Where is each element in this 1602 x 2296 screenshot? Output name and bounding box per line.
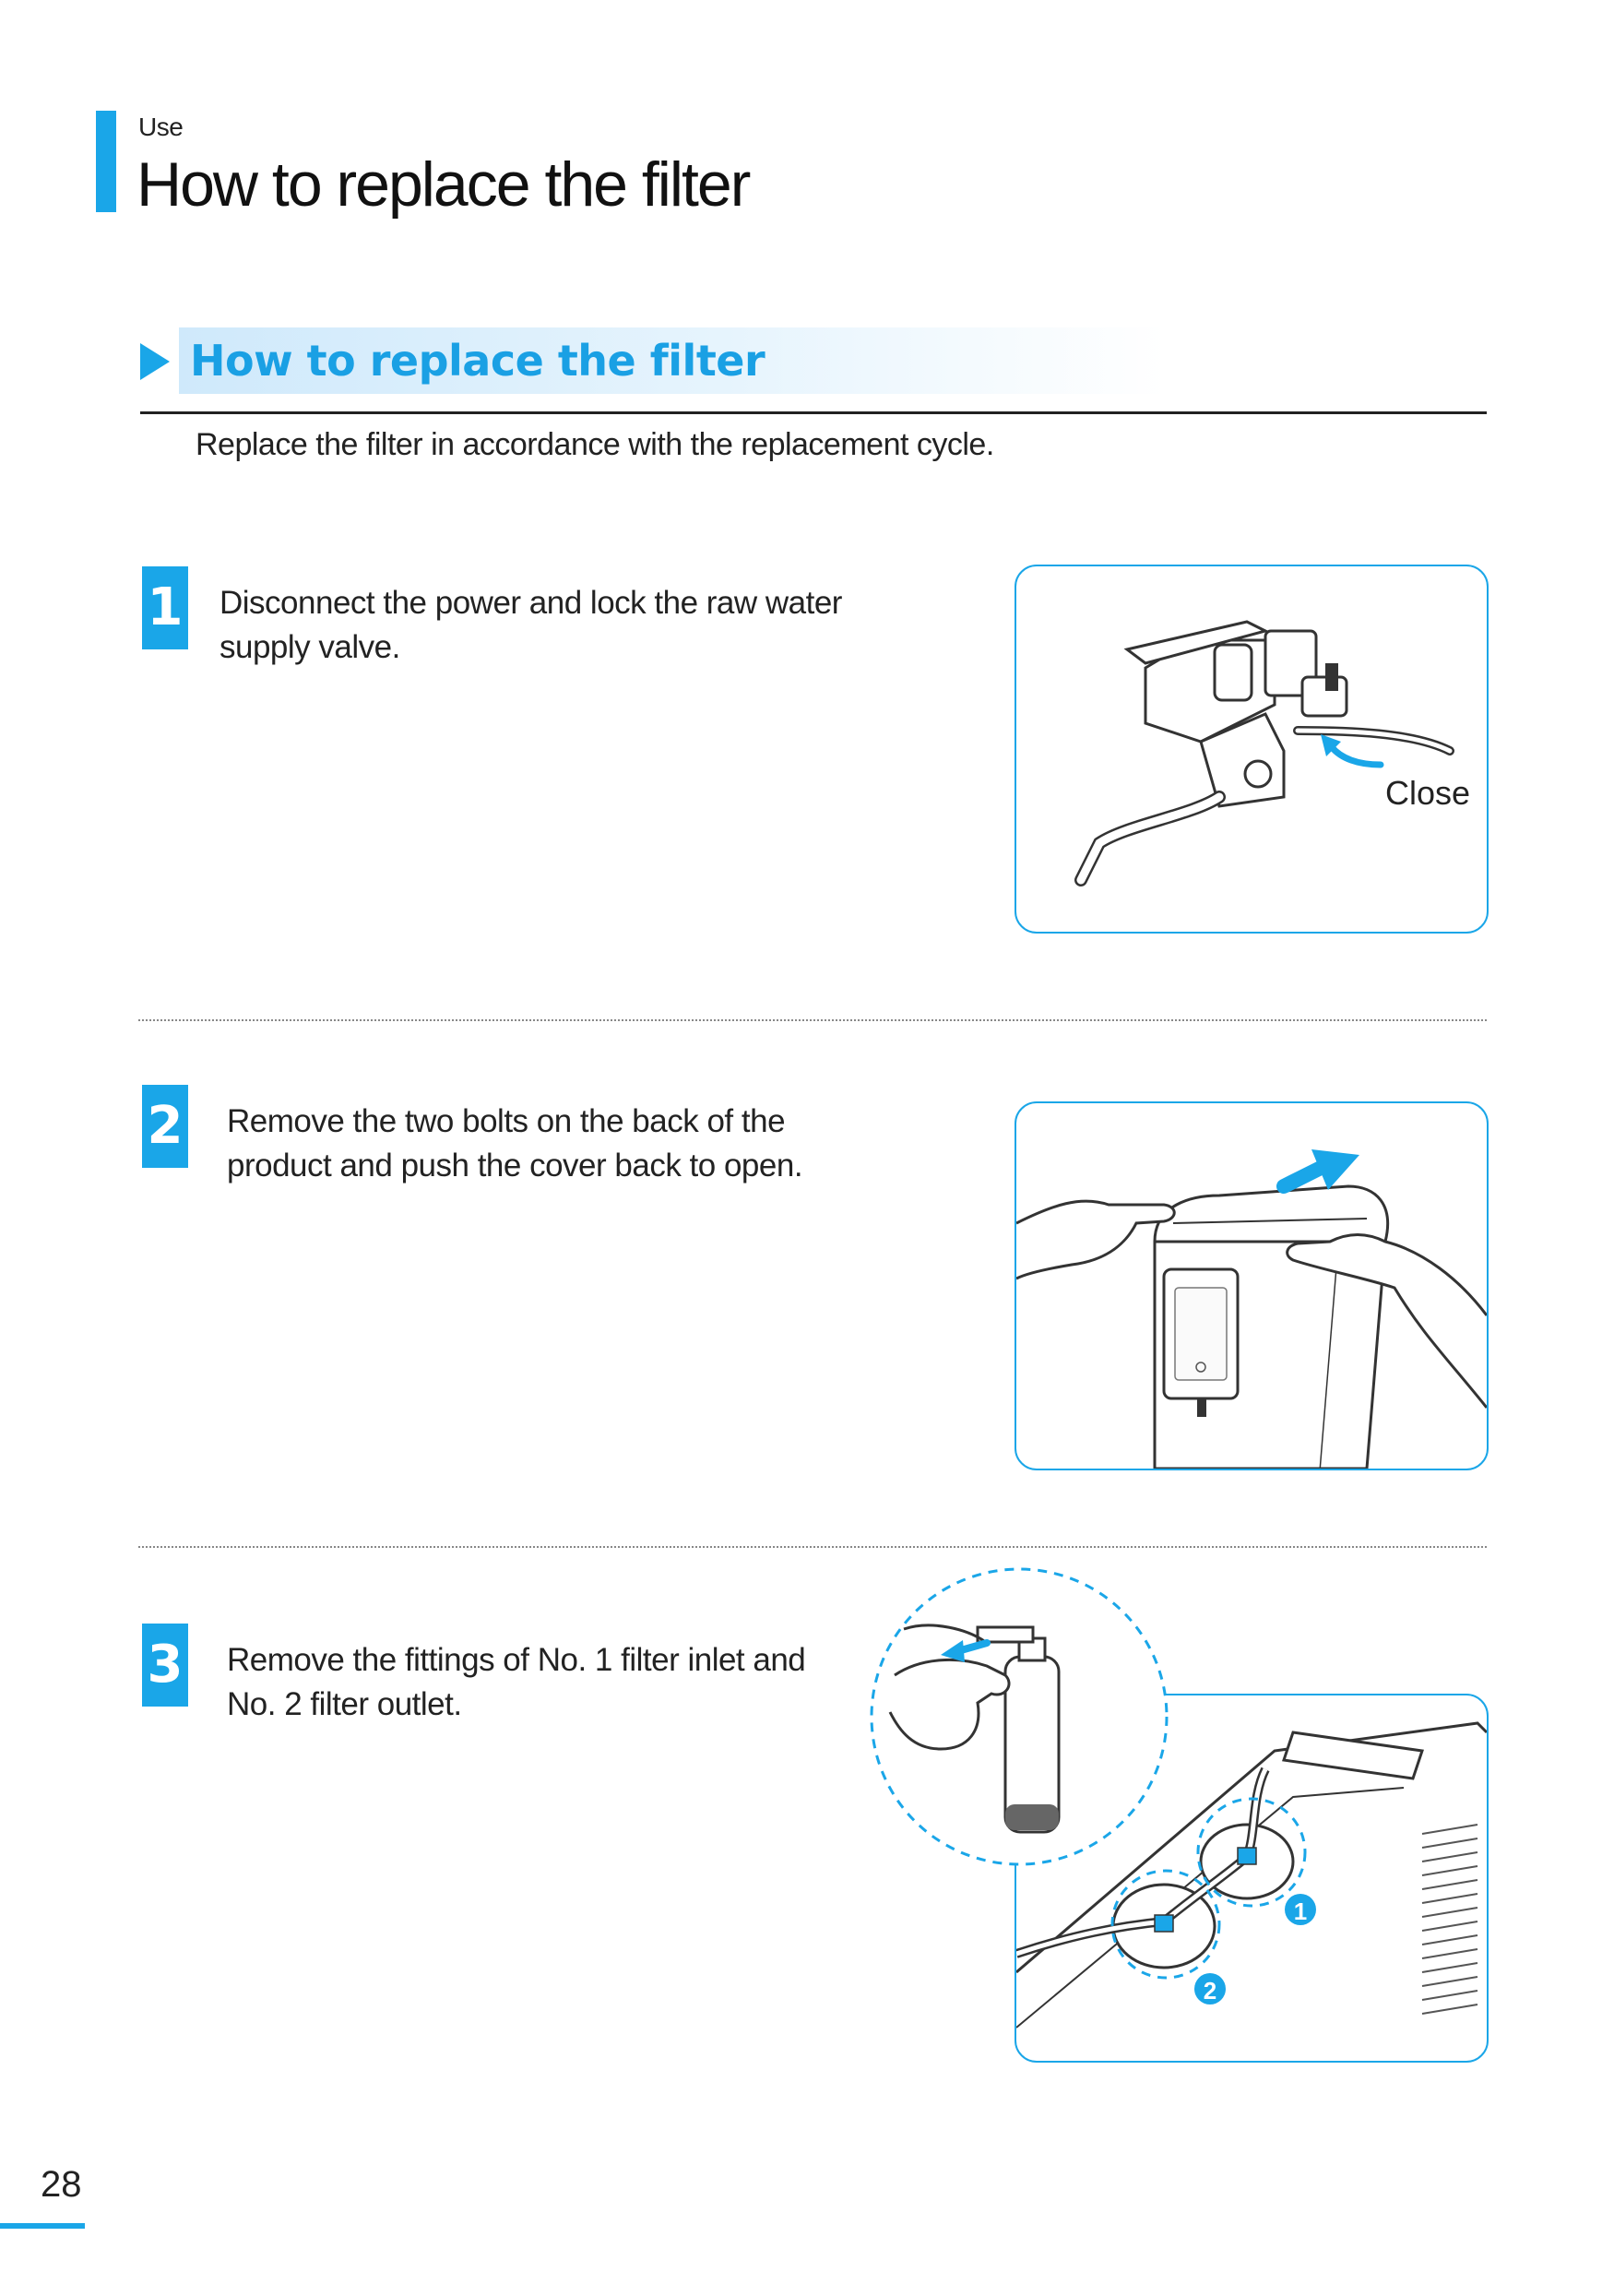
callout-1: 1 [1293, 1897, 1308, 1925]
step-2-text [227, 1100, 802, 1188]
step-number-2: 2 [142, 1085, 188, 1168]
step-1-line-1: Disconnect the power and lock the raw water [220, 585, 842, 621]
page-number-underline [0, 2223, 85, 2229]
step-number-3: 3 [142, 1624, 188, 1707]
valve-close-label: Close [1384, 774, 1471, 812]
page-title: How to replace the filter [136, 149, 750, 220]
step-divider-2 [138, 1546, 1487, 1548]
step-3-line-1: Remove the fittings of No. 1 filter inlet and [227, 1642, 806, 1678]
filter-zoom-callout [867, 1564, 1171, 1869]
step-divider-1 [138, 1019, 1487, 1021]
play-arrow-icon [140, 343, 170, 380]
section-intro: Replace the filter in accordance with the replacement cycle. [196, 427, 994, 462]
step-3-text [227, 1638, 805, 1727]
step-1-line-2: supply valve. [220, 629, 400, 665]
header-accent-bar [96, 111, 116, 212]
step-1-text [220, 581, 842, 670]
step-2-line-1: Remove the two bolts on the back of the [227, 1103, 786, 1139]
section-label: Use [138, 113, 184, 141]
section-rule [140, 411, 1487, 414]
step-number-1: 1 [142, 566, 188, 649]
purifier-cover-illustration [1016, 1103, 1487, 1469]
page-number: 28 [41, 2164, 82, 2205]
step-3-line-2: No. 2 filter outlet. [227, 1686, 462, 1722]
step-2-line-2: product and push the cover back to open. [227, 1148, 803, 1184]
step-1-figure [1015, 565, 1489, 934]
callout-2: 2 [1203, 1977, 1217, 2005]
section-heading: How to replace the filter [190, 336, 765, 386]
step-2-figure [1015, 1101, 1489, 1470]
faucet-valve-illustration [1016, 566, 1487, 932]
hand-filter-illustration [867, 1564, 1171, 1869]
